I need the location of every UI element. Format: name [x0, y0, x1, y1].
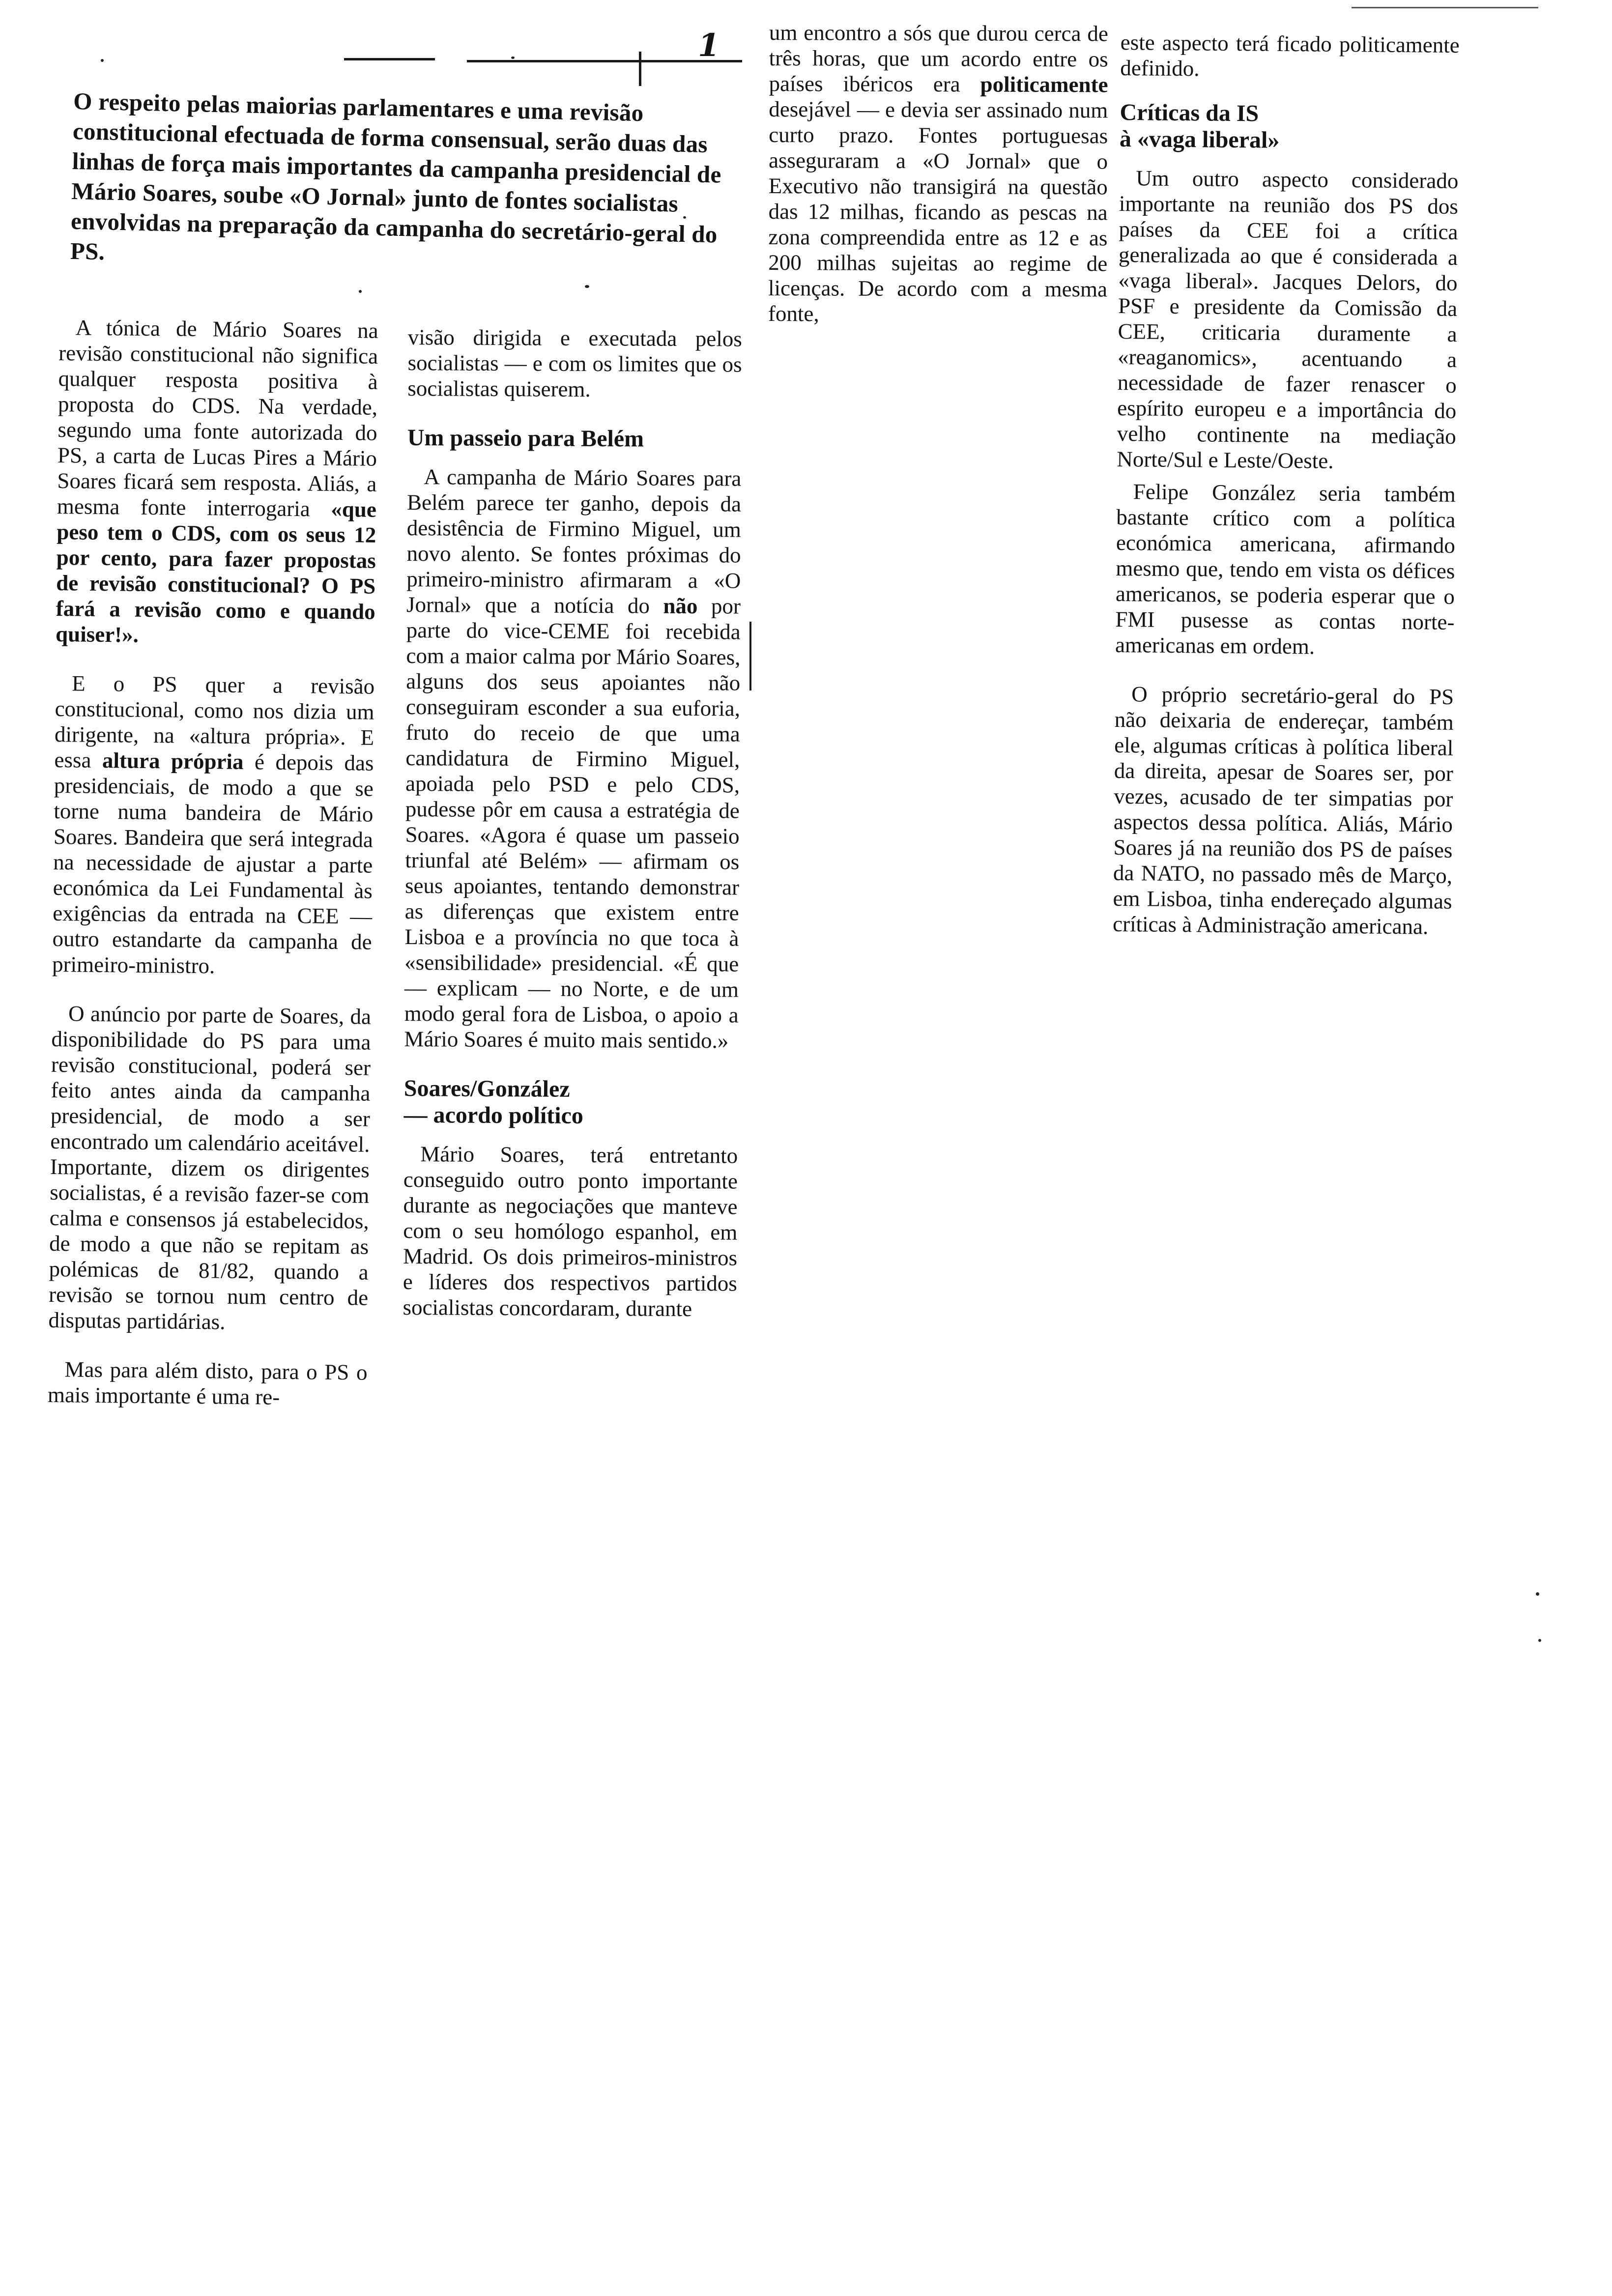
section-heading: Um passeio para Belém — [407, 424, 644, 452]
text-run: por parte do vice-CEME foi recebida com a maior calma por Mário Soares, alguns dos seus apoiantes não conseguiram esconder a sua euforia, fruto do receio de que uma candidatura de Firmino Miguel, apoiada pelo PSD e pelo CDS, pudesse pôr em causa a estratégia de Soares. «Agora é quase um passeio triunfal até Belém» — afirmam os seus apoiantes, tentando demonstrar as diferenças que existem entre Lisboa e a província no que toca à «sensibilidade» presidencial. «É que — explicam — no Norte, e de um modo geral fora de Lisboa, o apoio a Mário Soares é muito mais sentido.» — [404, 594, 741, 1053]
paragraph: Mário Soares, terá entretanto conseguido outro ponto importante durante as negociações que manteve com o seu homólogo espanhol, em Madrid. Os dois primeiros-ministros e líderes dos respectivos partidos socialistas concordaram, durante — [403, 1142, 738, 1321]
text-run: A tónica de Mário Soares na revisão constitucional não significa qualquer resposta positiva à proposta do CDS. Na verdade, segundo uma fonte autorizada do PS, a carta de Lucas Pires a Mário Soares ficará sem resposta. Aliás, a mesma fonte interrogaria — [57, 315, 378, 521]
text-run: um encontro a sós que durou cerca de três horas, que um acordo entre os países ibéricos era — [769, 20, 1108, 97]
section-heading — [1120, 99, 1459, 155]
bold-phrase: altura própria — [102, 747, 244, 774]
bold-word: politicamente — [980, 72, 1108, 97]
column-divider-mark — [749, 622, 751, 690]
article-lead: O respeito pelas maiorias parlamentares e uma revisão constitucional efectuada de forma consensual, serão duas das linhas de força mais importantes da campanha presidencial de Mário Soares, soube «O Jornal» junto de fontes socialistas envolvidas na preparação da campanha do secretário-geral do PS. — [70, 87, 722, 265]
top-rule-tick — [639, 52, 641, 86]
text-run: desejável — e devia ser assinado num curto prazo. Fontes portuguesas asseguraram a «O Jornal» que o Executivo não transigirá na questão das 12 milhas, ficando as pescas na zona compreendida entre as 12 e as 200 milhas sujeitas ao regime de licenças. De acordo com a mesma fonte, — [768, 96, 1108, 326]
text-run: é depois das presidenciais, de modo a que se torne numa bandeira de Mário Soares. Bandeira que será integrada na necessidade de ajustar a parte económica da Lei Fundamental às exigências da entrada na CEE — outro estandarte da campanha de primeiro-ministro. — [52, 749, 374, 978]
text-run: A campanha de Mário Soares para Belém parece ter ganho, depois da desistência de Firmino Miguel, um novo alento. Se fontes próximas do primeiro-ministro afirmaram a «O Jornal» que a notícia do — [406, 464, 742, 618]
article-column-1 — [48, 315, 378, 1411]
paragraph: O próprio secretário-geral do PS não deixaria de endereçar, também ele, algumas críticas à política liberal da direita, apesar de Soares ser, por vezes, acusado de ter simpatias por aspectos dessa política. Aliás, Mário Soares já na reunião dos PS de países da NATO, no passado mês de Março, em Lisboa, tinha endereçado algumas críticas à Administração americana. — [1112, 682, 1454, 939]
paragraph — [768, 20, 1108, 327]
scan-speck — [101, 59, 104, 62]
page-mark: 1 — [698, 27, 720, 64]
paragraph: Mas para além disto, para o PS o mais importante é uma re- — [47, 1357, 368, 1409]
article-column-2 — [403, 324, 742, 1322]
scan-speck — [511, 57, 515, 59]
paragraph: Um outro aspecto considerado importante na reunião dos PS dos países da CEE foi a crítica generalizada ao que é considerada a «vaga liberal». Jacques Delors, do PSF e presidente da Comissão da CEE, criticaria duramente a «reaganomics», acentuando a necessidade de fazer renascer o espírito europeu e a importância do velho continente na mediação Norte/Sul e Leste/Oeste. — [1117, 166, 1459, 473]
paragraph: O anúncio por parte de Soares, da disponibilidade do PS para uma revisão constitucional, poderá ser feito antes ainda da campanha presidencial, de modo a ser encontrado um calendário aceitável. Importante, dizem os dirigentes socialistas, é a revisão fazer-se com calma e consensos já estabelecidos, de modo a que não se repitam as polémicas de 81/82, quando a revisão se tornou num centro de disputas partidárias. — [48, 1001, 372, 1334]
paragraph: este aspecto terá ficado politicamente definido. — [1120, 29, 1460, 81]
paragraph: Felipe González seria também bastante crítico com a política económica americana, afirmando mesmo que, tendo em vista os défices americanos, se poderia esperar que o FMI pusesse as contas norte-americanas em ordem. — [1115, 479, 1456, 659]
bold-word: não — [663, 593, 698, 619]
text-run: E o PS quer a revisão constitucional, como nos dizia um dirigente, na «altura própria». E essa — [54, 671, 375, 773]
scan-speck — [585, 285, 589, 288]
scan-speck — [359, 290, 362, 293]
article-column-4 — [1113, 29, 1460, 940]
top-edge-line — [1352, 7, 1538, 8]
scan-speck — [1536, 1592, 1539, 1596]
paragraph — [56, 315, 378, 650]
top-rule-left — [344, 58, 435, 60]
section-heading — [403, 1075, 738, 1130]
paragraph — [52, 670, 374, 980]
bold-quote: «que peso tem o CDS, com os seus 12 por cento, para fazer propostas de revisão constitucional? O PS fará a revisão como e quando quiser!». — [55, 496, 377, 647]
article-column-3 — [768, 20, 1108, 327]
paragraph — [404, 464, 741, 1054]
paragraph: visão dirigida e executada pelos socialistas — e com os limites que os socialistas quiserem. — [407, 325, 742, 402]
heading-line: Soares/González — [403, 1075, 570, 1102]
scan-speck — [1538, 1639, 1541, 1642]
heading-line: à «vaga liberal» — [1119, 125, 1280, 153]
heading-line: — acordo político — [403, 1101, 584, 1129]
heading-line: Críticas da IS — [1120, 99, 1259, 127]
